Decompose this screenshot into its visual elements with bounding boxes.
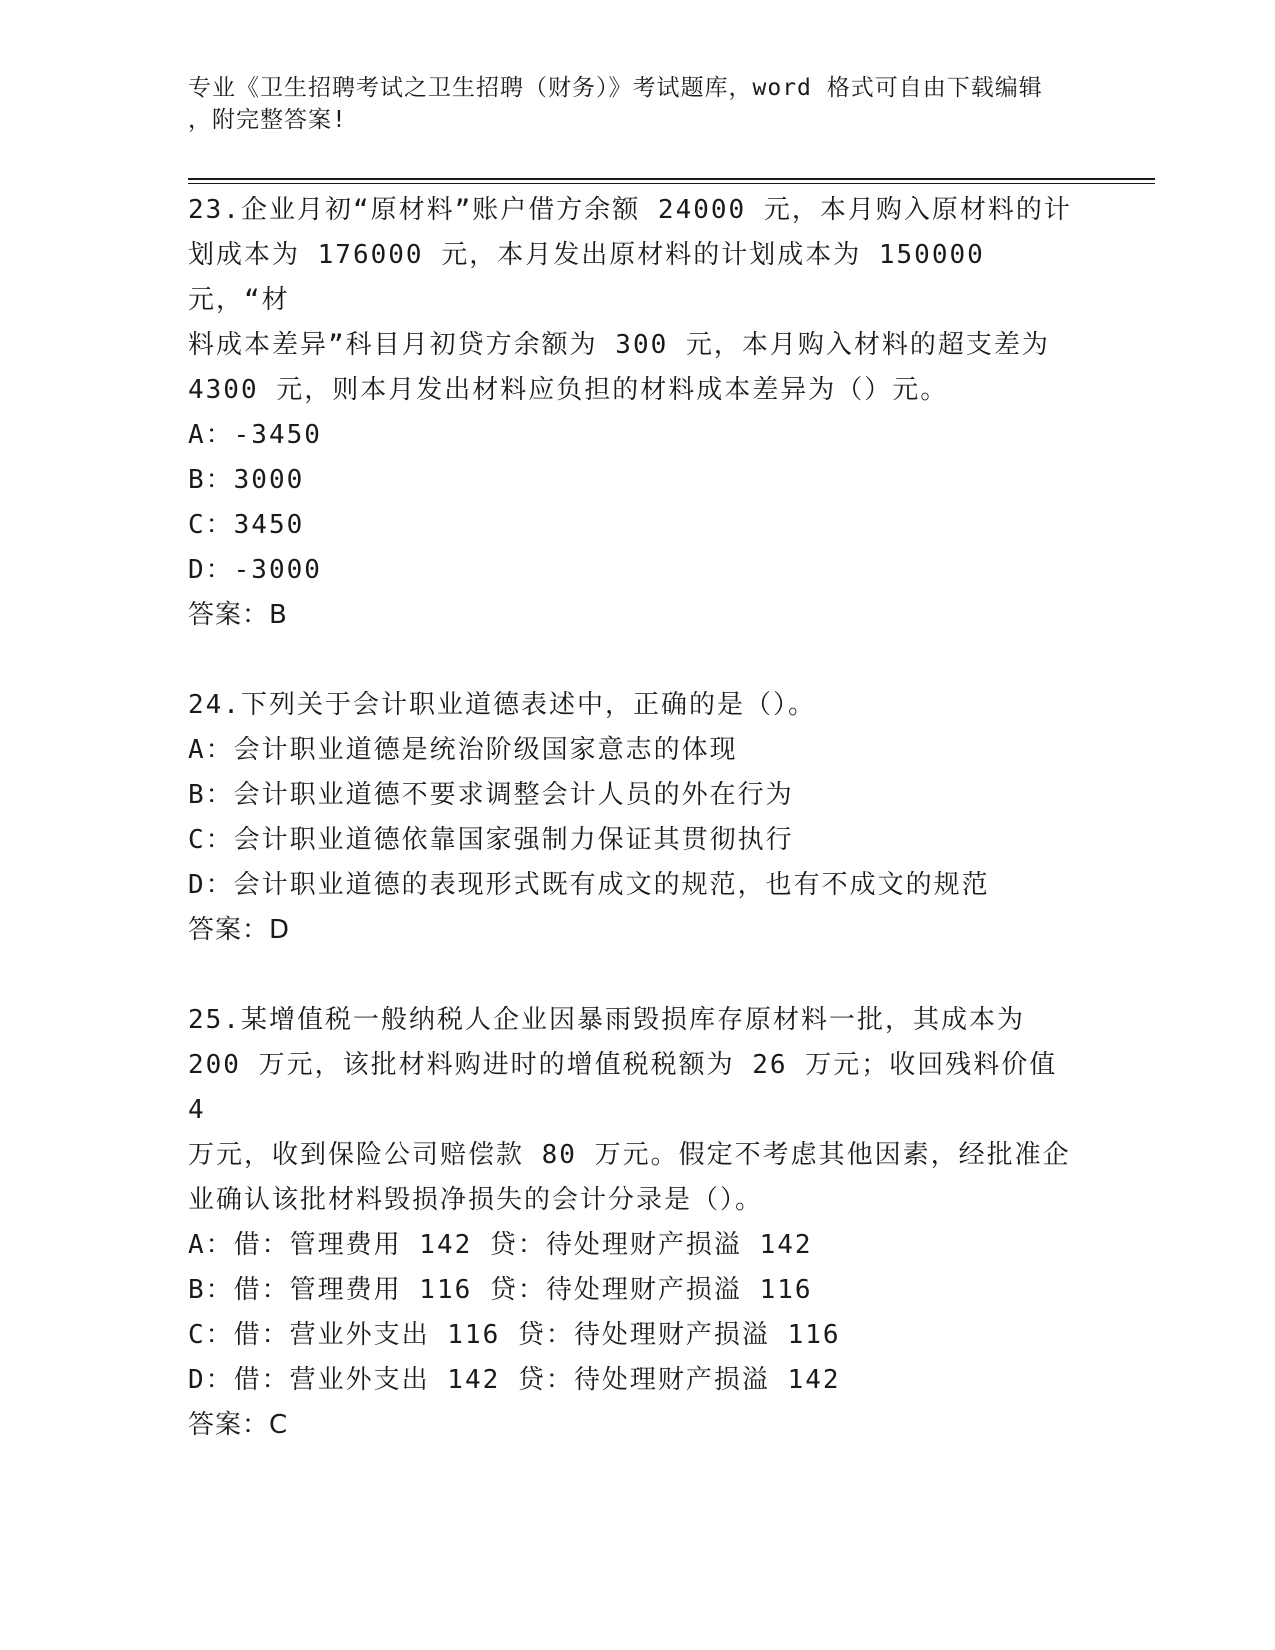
question-23 xyxy=(188,188,1088,638)
question-text-line: 万元，收到保险公司赔偿款 80 万元。假定不考虑其他因素，经批准企 xyxy=(188,1140,1071,1170)
question-text-line: 23.企业月初“原材料”账户借方余额 24000 元，本月购入原材料的计 xyxy=(188,195,1072,225)
option-b: B：借：管理费用 116 贷：待处理财产损溢 116 xyxy=(188,1275,813,1305)
answer-label: 答案：C xyxy=(188,1410,289,1440)
option-d: D：借：营业外支出 142 贷：待处理财产损溢 142 xyxy=(188,1365,841,1395)
option-a: A：-3450 xyxy=(188,420,322,450)
header-divider-thick xyxy=(188,178,1155,180)
header-line-2: ，附完整答案! xyxy=(188,107,347,133)
header-divider-thin xyxy=(188,183,1155,184)
option-a: A：会计职业道德是统治阶级国家意志的体现 xyxy=(188,735,738,765)
option-b: B：会计职业道德不要求调整会计人员的外在行为 xyxy=(188,780,794,810)
answer-label: 答案：B xyxy=(188,600,288,630)
answer-label: 答案：D xyxy=(188,915,291,945)
option-b: B：3000 xyxy=(188,465,305,495)
question-spacer xyxy=(188,953,1088,998)
question-text-line: 划成本为 176000 元，本月发出原材料的计划成本为 150000 元，“材 xyxy=(188,240,985,315)
question-text-line: 料成本差异”科目月初贷方余额为 300 元，本月购入材料的超支差为 xyxy=(188,330,1050,360)
option-a: A：借：管理费用 142 贷：待处理财产损溢 142 xyxy=(188,1230,813,1260)
question-list xyxy=(188,188,1088,1448)
question-24 xyxy=(188,683,1088,953)
option-c: C：借：营业外支出 116 贷：待处理财产损溢 116 xyxy=(188,1320,841,1350)
option-d: D：-3000 xyxy=(188,555,322,585)
option-c: C：3450 xyxy=(188,510,305,540)
question-25 xyxy=(188,998,1088,1448)
question-text-line: 4300 元，则本月发出材料应负担的材料成本差异为（）元。 xyxy=(188,375,949,405)
question-spacer xyxy=(188,638,1088,683)
question-text-line: 业确认该批材料毁损净损失的会计分录是（）。 xyxy=(188,1185,764,1215)
header-line-1: 专业《卫生招聘考试之卫生招聘（财务）》考试题库，word 格式可自由下载编辑 xyxy=(188,75,1043,101)
option-d: D：会计职业道德的表现形式既有成文的规范，也有不成文的规范 xyxy=(188,870,990,900)
document-header xyxy=(188,72,1088,136)
question-text-line: 24.下列关于会计职业道德表述中，正确的是（）。 xyxy=(188,690,816,720)
question-text-line: 200 万元，该批材料购进时的增值税税额为 26 万元；收回残料价值 4 xyxy=(188,1050,1058,1125)
question-text-line: 25.某增值税一般纳税人企业因暴雨毁损库存原材料一批，其成本为 xyxy=(188,1005,1025,1035)
option-c: C：会计职业道德依靠国家强制力保证其贯彻执行 xyxy=(188,825,794,855)
